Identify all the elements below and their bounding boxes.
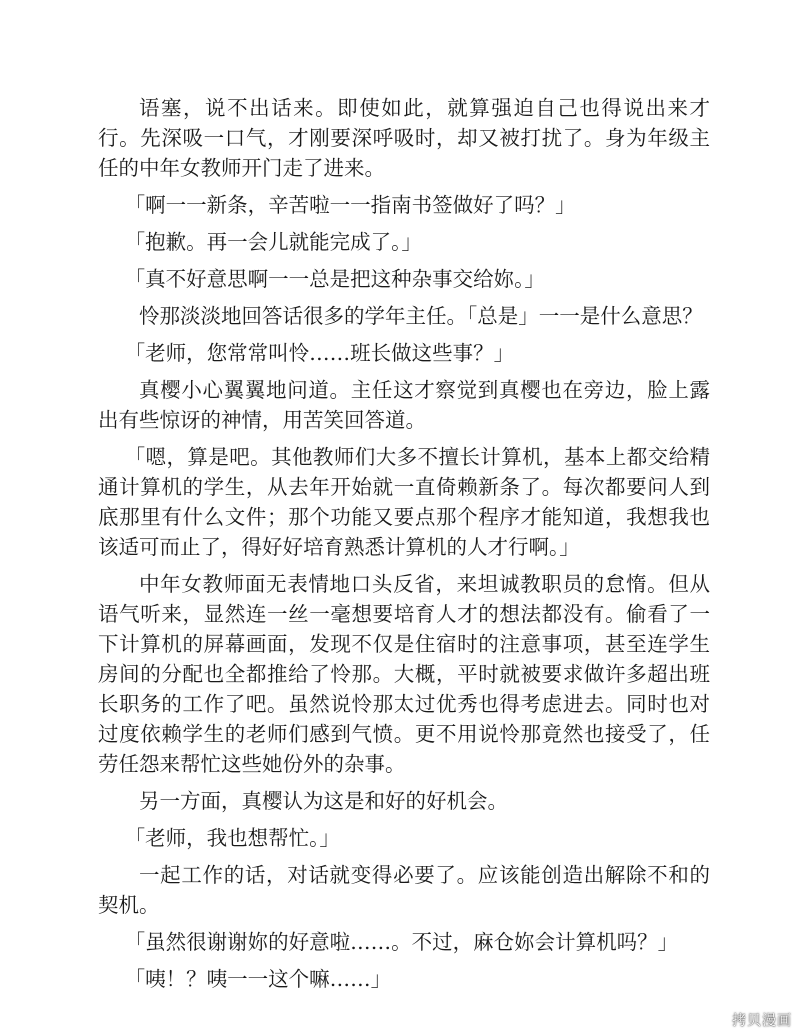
- dialog-line: 「虽然很谢谢妳的好意啦……。不过，麻仓妳会计算机吗？」: [124, 930, 679, 954]
- paragraph: 语塞，说不出话来。即使如此，就算强迫自己也得说出来才行。先深吸一口气，才刚要深呼吸时，却又被打扰了。身为年级主任的中年女教师开门走了进来。: [98, 96, 710, 180]
- dialog-line: 「啊一一新条，辛苦啦一一指南书签做好了吗？」: [124, 193, 576, 217]
- dialog-line: 「咦！？咦一一这个嘛……」: [124, 967, 392, 991]
- dialog-line: 「抱歉。再一会儿就能完成了。」: [124, 230, 422, 254]
- paragraph: 一起工作的话，对话就变得必要了。应该能创造出解除不和的契机。: [98, 863, 710, 917]
- dialog-line: 「老师，您常常叫怜……班长做这些事？」: [124, 341, 515, 365]
- dialog-line: 「真不好意思啊一一总是把这种杂事交给妳。」: [124, 267, 545, 291]
- watermark: 拷贝漫画: [732, 1013, 792, 1029]
- paragraph: 中年女教师面无表情地口头反省，来坦诚教职员的怠惰。但从语气听来，显然连一丝一毫想要培育人才的想法都没有。偷看了一下计算机的屏幕画面，发现不仅是住宿时的注意事项，甚至连学生房间的分配也全都推给了怜那。大概，平时就被要求做许多超出班长职务的工作了吧。虽然说怜那太过优秀也得考虑进去。同时也对过度依赖学生的老师们感到气愤。更不用说怜那竟然也接受了，任劳任怨来帮忙这些她份外的杂事。: [98, 572, 710, 776]
- dialog-line: 「嗯，算是吧。其他教师们大多不擅长计算机，基本上都交给精通计算机的学生，从去年开始就一直倚赖新条了。每次都要问人到底那里有什么文件；那个功能又要点那个程序才能知道，我想我也该适可而止了，得好好培育熟悉计算机的人才行啊。」: [98, 445, 710, 559]
- body-text: [98, 93, 710, 1001]
- dialog-line: 「老师，我也想帮忙。」: [124, 826, 340, 850]
- paragraph: 另一方面，真樱认为这是和好的好机会。: [139, 789, 508, 813]
- paragraph: 真樱小心翼翼地问道。主任这才察觉到真樱也在旁边，脸上露出有些惊讶的神情，用苦笑回答道。: [98, 378, 710, 432]
- paragraph: 怜那淡淡地回答话很多的学年主任。「总是」一一是什么意思？: [139, 304, 703, 328]
